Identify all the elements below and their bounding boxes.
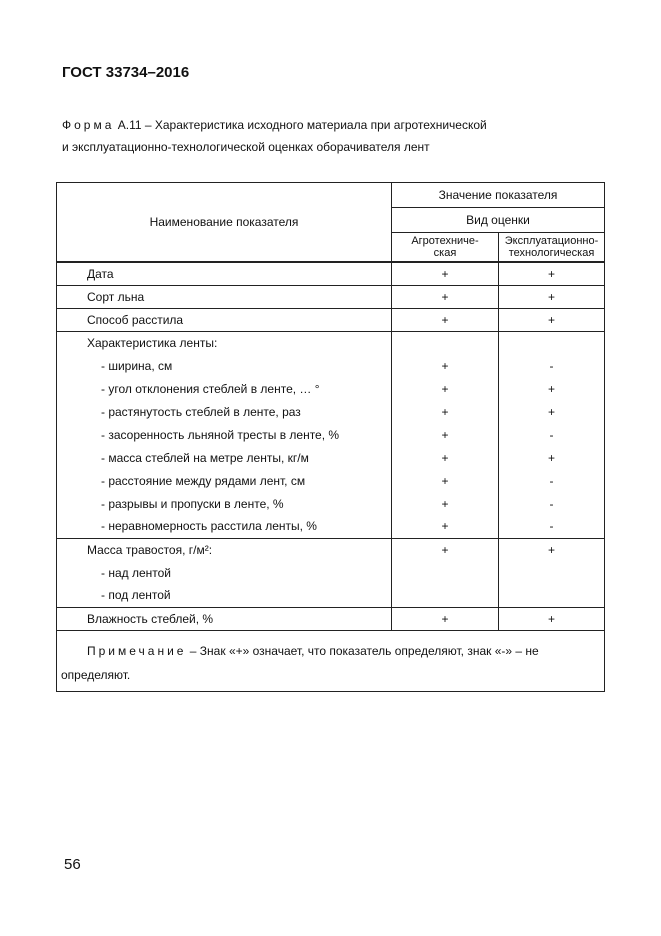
tape-group-title: Характеристика ленты: (57, 331, 392, 354)
row-agro-mark: + (392, 354, 499, 377)
row-tech-mark: + (499, 377, 605, 400)
grass-group-title: Масса травостоя, г/м²: (57, 538, 392, 561)
row-name: Сорт льна (57, 285, 392, 308)
note-text: – Знак «+» означает, что показатель определяют, знак «-» – не определяют. (61, 643, 539, 682)
row-tech-mark: + (499, 446, 605, 469)
table-note (57, 630, 605, 691)
table-row (57, 354, 605, 377)
caption-line2: и эксплуатационно-технологической оценках оборачивателя лент (62, 140, 430, 154)
row-agro-mark: + (392, 377, 499, 400)
table-row (57, 584, 605, 607)
row-name: - угол отклонения стеблей в ленте, … ° (57, 377, 392, 400)
row-tech-mark: + (499, 262, 605, 285)
characteristics-table (56, 182, 605, 692)
row-agro-mark: + (392, 400, 499, 423)
row-name: - расстояние между рядами лент, см (57, 469, 392, 492)
row-agro-mark: + (392, 262, 499, 285)
row-tech-mark: - (499, 469, 605, 492)
table-row (57, 377, 605, 400)
row-name: - под лентой (57, 584, 392, 607)
row-tech-mark: + (499, 285, 605, 308)
row-name: Влажность стеблей, % (57, 607, 392, 630)
header-tech-line1: Эксплуатационно- (504, 235, 599, 247)
table-row (57, 285, 605, 308)
header-assessment-type: Вид оценки (392, 208, 605, 233)
row-agro-mark: + (392, 607, 499, 630)
row-tech-mark: + (499, 538, 605, 561)
table-row (57, 515, 605, 538)
table-row (57, 492, 605, 515)
table-row (57, 308, 605, 331)
header-agro-line1: Агротехниче- (411, 235, 479, 247)
header-agro (392, 233, 499, 263)
form-caption (62, 114, 622, 158)
row-name: - растянутость стеблей в ленте, раз (57, 400, 392, 423)
row-name: - масса стеблей на метре ленты, кг/м (57, 446, 392, 469)
page-number: 56 (64, 856, 81, 873)
table-row (57, 446, 605, 469)
row-tech-mark: + (499, 400, 605, 423)
document-code: ГОСТ 33734–2016 (62, 64, 190, 81)
form-word: Форма (62, 118, 115, 132)
row-tech-mark: + (499, 607, 605, 630)
table-row (57, 423, 605, 446)
row-name: - ширина, см (57, 354, 392, 377)
row-tech-mark: - (499, 515, 605, 538)
table-row (57, 607, 605, 630)
header-tech (499, 233, 605, 263)
header-tech-line2: технологическая (508, 247, 595, 259)
row-name: Дата (57, 262, 392, 285)
row-tech-mark: - (499, 354, 605, 377)
row-name: Способ расстила (57, 308, 392, 331)
grass-group-title-row (57, 538, 605, 561)
row-name: - засоренность льняной тресты в ленте, % (57, 423, 392, 446)
header-agro-line2: ская (433, 247, 457, 259)
note-label: Примечание (87, 643, 187, 658)
table-row (57, 561, 605, 584)
row-tech-mark: - (499, 492, 605, 515)
header-indicator-name: Наименование показателя (57, 183, 392, 263)
row-name: - над лентой (57, 561, 392, 584)
row-agro-mark: + (392, 446, 499, 469)
row-agro-mark: + (392, 285, 499, 308)
row-tech-mark: + (499, 308, 605, 331)
row-agro-mark: + (392, 538, 499, 561)
table-row (57, 400, 605, 423)
row-agro-mark: + (392, 469, 499, 492)
caption-line1: А.11 – Характеристика исходного материала при агротехнической (114, 118, 487, 132)
tape-group-title-row (57, 331, 605, 354)
row-agro-mark: + (392, 492, 499, 515)
row-agro-mark: + (392, 308, 499, 331)
row-name: - неравномерность расстила ленты, % (57, 515, 392, 538)
table-row (57, 469, 605, 492)
row-name: - разрывы и пропуски в ленте, % (57, 492, 392, 515)
row-agro-mark: + (392, 423, 499, 446)
row-agro-mark: + (392, 515, 499, 538)
table-row (57, 262, 605, 285)
header-value: Значение показателя (392, 183, 605, 208)
row-tech-mark: - (499, 423, 605, 446)
